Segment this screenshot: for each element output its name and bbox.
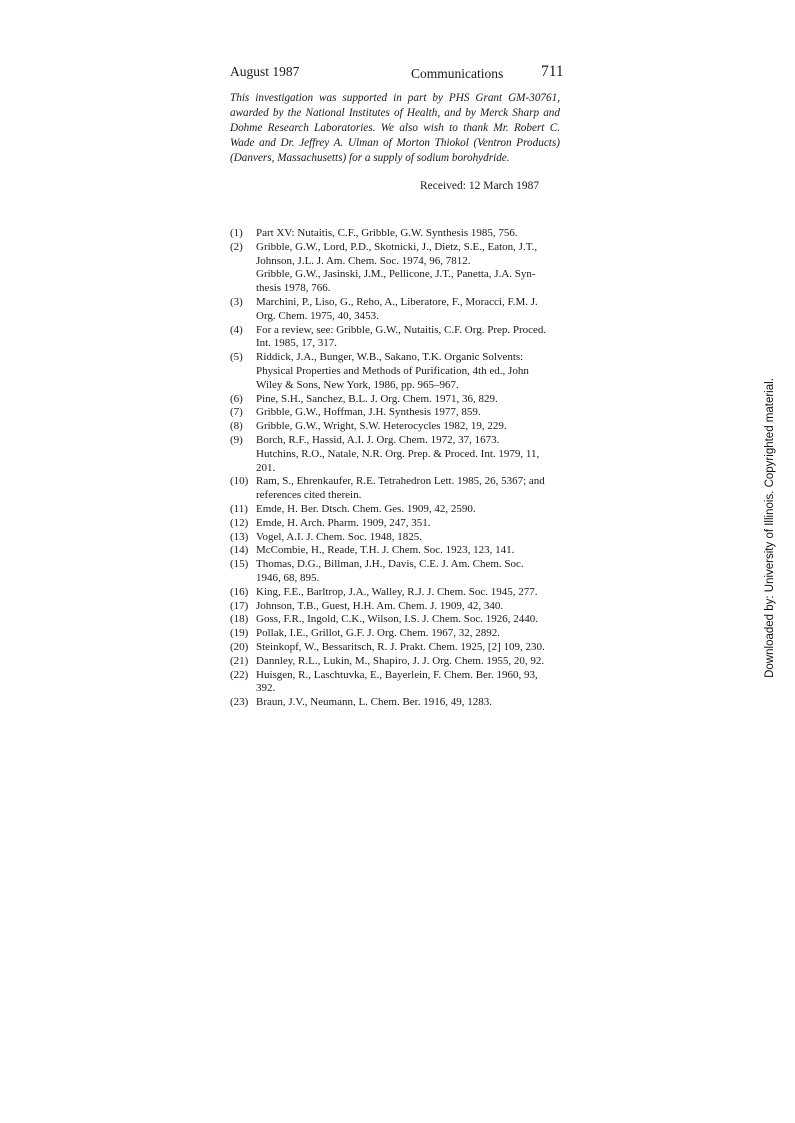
reference-line: Gribble, G.W., Jasinski, J.M., Pellicone, J.T., Panetta, J.A. Syn- — [256, 268, 536, 281]
reference-text — [256, 531, 560, 545]
reference-number: (17) — [230, 599, 249, 612]
reference-item — [230, 641, 560, 655]
reference-text — [256, 420, 560, 434]
reference-number: (3) — [230, 295, 243, 308]
reference-text — [256, 600, 560, 614]
reference-item — [230, 531, 560, 545]
reference-line: For a review, see: Gribble, G.W., Nutaitis, C.F. Org. Prep. Proced. — [256, 323, 547, 336]
reference-item — [230, 517, 560, 531]
reference-line: King, F.E., Barltrop, J.A., Walley, R.J. J. Chem. Soc. 1945, 277. — [256, 585, 538, 598]
reference-number: (20) — [230, 640, 249, 653]
reference-line: Johnson, T.B., Guest, H.H. Am. Chem. J. 1909, 42, 340. — [256, 599, 504, 612]
reference-number: (23) — [230, 696, 249, 709]
reference-list — [230, 227, 560, 710]
reference-line: Org. Chem. 1975, 40, 3453. — [256, 309, 379, 322]
reference-text — [256, 227, 560, 241]
reference-number: (6) — [230, 392, 243, 405]
reference-line: Steinkopf, W., Bessaritsch, R. J. Prakt. Chem. 1925, [2] 109, 230. — [256, 640, 545, 653]
reference-line: 201. — [256, 461, 276, 474]
reference-line: Dannley, R.L., Lukin, M., Shapiro, J. J. Org. Chem. 1955, 20, 92. — [256, 654, 545, 667]
reference-line: Wiley & Sons, New York, 1986, pp. 965–967. — [256, 378, 459, 391]
reference-line: McCombie, H., Reade, T.H. J. Chem. Soc. 1923, 123, 141. — [256, 544, 515, 557]
reference-number: (4) — [230, 323, 243, 336]
reference-line: Thomas, D.G., Billman, J.H., Davis, C.E. J. Am. Chem. Soc. — [256, 558, 524, 571]
reference-item — [230, 420, 560, 434]
reference-text — [256, 475, 560, 503]
reference-item — [230, 393, 560, 407]
acknowledgement-line: Wade and Dr. Jeffrey A. Ulman of Morton Thiokol (Ventron Products) — [230, 137, 560, 149]
header-date: August 1987 — [230, 64, 300, 79]
reference-item — [230, 434, 560, 475]
reference-number: (11) — [230, 502, 248, 515]
reference-line: Emde, H. Ber. Dtsch. Chem. Ges. 1909, 42, 2590. — [256, 502, 476, 515]
reference-text — [256, 503, 560, 517]
acknowledgement-line: (Danvers, Massachusetts) for a supply of sodium borohydride. — [230, 152, 510, 164]
reference-line: Gribble, G.W., Hoffman, J.H. Synthesis 1977, 859. — [256, 406, 481, 419]
reference-text — [256, 351, 560, 392]
reference-line: Emde, H. Arch. Pharm. 1909, 247, 351. — [256, 516, 431, 529]
download-notice-text: Downloaded by: University of Illinois. Copyrighted material. — [764, 378, 776, 678]
reference-line: Borch, R.F., Hassid, A.I. J. Org. Chem. 1972, 37, 1673. — [256, 433, 500, 446]
reference-text — [256, 613, 560, 627]
reference-item — [230, 544, 560, 558]
reference-text — [256, 544, 560, 558]
reference-number: (19) — [230, 627, 249, 640]
reference-line: Hutchins, R.O., Natale, N.R. Org. Prep. & Proced. Int. 1979, 11, — [256, 447, 540, 460]
reference-number: (7) — [230, 406, 243, 419]
reference-line: Gribble, G.W., Lord, P.D., Skotnicki, J., Dietz, S.E., Eaton, J.T., — [256, 240, 538, 253]
reference-item — [230, 627, 560, 641]
reference-text — [256, 641, 560, 655]
reference-number: (15) — [230, 558, 249, 571]
reference-number: (10) — [230, 475, 249, 488]
reference-text — [256, 655, 560, 669]
reference-line: Vogel, A.I. J. Chem. Soc. 1948, 1825. — [256, 530, 423, 543]
reference-item — [230, 475, 560, 503]
reference-line: Huisgen, R., Laschtuvka, E., Bayerlein, F. Chem. Ber. 1960, 93, — [256, 668, 538, 681]
reference-number: (8) — [230, 420, 243, 433]
reference-line: Pollak, I.E., Grillot, G.F. J. Org. Chem. 1967, 32, 2892. — [256, 627, 500, 640]
reference-line: Pine, S.H., Sanchez, B.L. J. Org. Chem. 1971, 36, 829. — [256, 392, 498, 405]
reference-line: Riddick, J.A., Bunger, W.B., Sakano, T.K. Organic Solvents: — [256, 351, 524, 364]
reference-text — [256, 517, 560, 531]
reference-item — [230, 406, 560, 420]
reference-number: (18) — [230, 613, 249, 626]
reference-item — [230, 613, 560, 627]
reference-item — [230, 558, 560, 586]
reference-line: Johnson, J.L. J. Am. Chem. Soc. 1974, 96, 7812. — [256, 254, 471, 267]
header-page-number: 711 — [541, 63, 564, 80]
reference-line: Braun, J.V., Neumann, L. Chem. Ber. 1916, 49, 1283. — [256, 696, 492, 709]
reference-line: thesis 1978, 766. — [256, 282, 331, 295]
reference-text — [256, 627, 560, 641]
reference-item — [230, 655, 560, 669]
acknowledgement-line: This investigation was supported in part by PHS Grant GM-30761, — [230, 92, 560, 104]
reference-number: (16) — [230, 585, 249, 598]
reference-line: Gribble, G.W., Wright, S.W. Heterocycles 1982, 19, 229. — [256, 420, 507, 433]
reference-text — [256, 296, 560, 324]
acknowledgement-line: awarded by the National Institutes of Health, and by Merck Sharp and — [230, 107, 560, 119]
reference-line: Physical Properties and Methods of Purification, 4th ed., John — [256, 364, 529, 377]
reference-text — [256, 558, 560, 586]
reference-number: (21) — [230, 654, 249, 667]
reference-text — [256, 696, 560, 710]
reference-number: (1) — [230, 227, 243, 239]
reference-number: (2) — [230, 240, 243, 253]
received-date: Received: 12 March 1987 — [420, 180, 540, 192]
reference-item — [230, 296, 560, 324]
reference-item — [230, 241, 560, 296]
reference-item — [230, 600, 560, 614]
acknowledgement-line: Dohme Research Laboratories. We also wish to thank Mr. Robert C. — [230, 122, 560, 134]
reference-line: references cited therein. — [256, 489, 362, 502]
reference-number: (5) — [230, 351, 243, 364]
reference-number: (22) — [230, 668, 249, 681]
reference-item — [230, 586, 560, 600]
reference-number: (14) — [230, 544, 249, 557]
reference-text — [256, 406, 560, 420]
acknowledgement-paragraph — [230, 91, 560, 166]
reference-item — [230, 351, 560, 392]
reference-text — [256, 669, 560, 697]
reference-text — [256, 434, 560, 475]
reference-text — [256, 586, 560, 600]
reference-item — [230, 696, 560, 710]
reference-line: Goss, F.R., Ingold, C.K., Wilson, I.S. J. Chem. Soc. 1926, 2440. — [256, 613, 539, 626]
reference-number: (9) — [230, 433, 243, 446]
reference-text — [256, 241, 560, 296]
reference-text — [256, 393, 560, 407]
header-section-title: Communications — [411, 66, 504, 81]
reference-line: 1946, 68, 895. — [256, 571, 320, 584]
reference-number: (13) — [230, 530, 249, 543]
reference-item — [230, 324, 560, 352]
reference-line: Int. 1985, 17, 317. — [256, 337, 337, 350]
reference-line: 392. — [256, 682, 276, 695]
reference-item — [230, 669, 560, 697]
reference-line: Part XV: Nutaitis, C.F., Gribble, G.W. Synthesis 1985, 756. — [256, 227, 518, 239]
reference-line: Ram, S., Ehrenkaufer, R.E. Tetrahedron Lett. 1985, 26, 5367; and — [256, 475, 545, 488]
reference-item — [230, 503, 560, 517]
reference-item — [230, 227, 560, 241]
reference-line: Marchini, P., Liso, G., Reho, A., Liberatore, F., Moracci, F.M. J. — [256, 295, 538, 308]
reference-text — [256, 324, 560, 352]
reference-number: (12) — [230, 516, 249, 529]
